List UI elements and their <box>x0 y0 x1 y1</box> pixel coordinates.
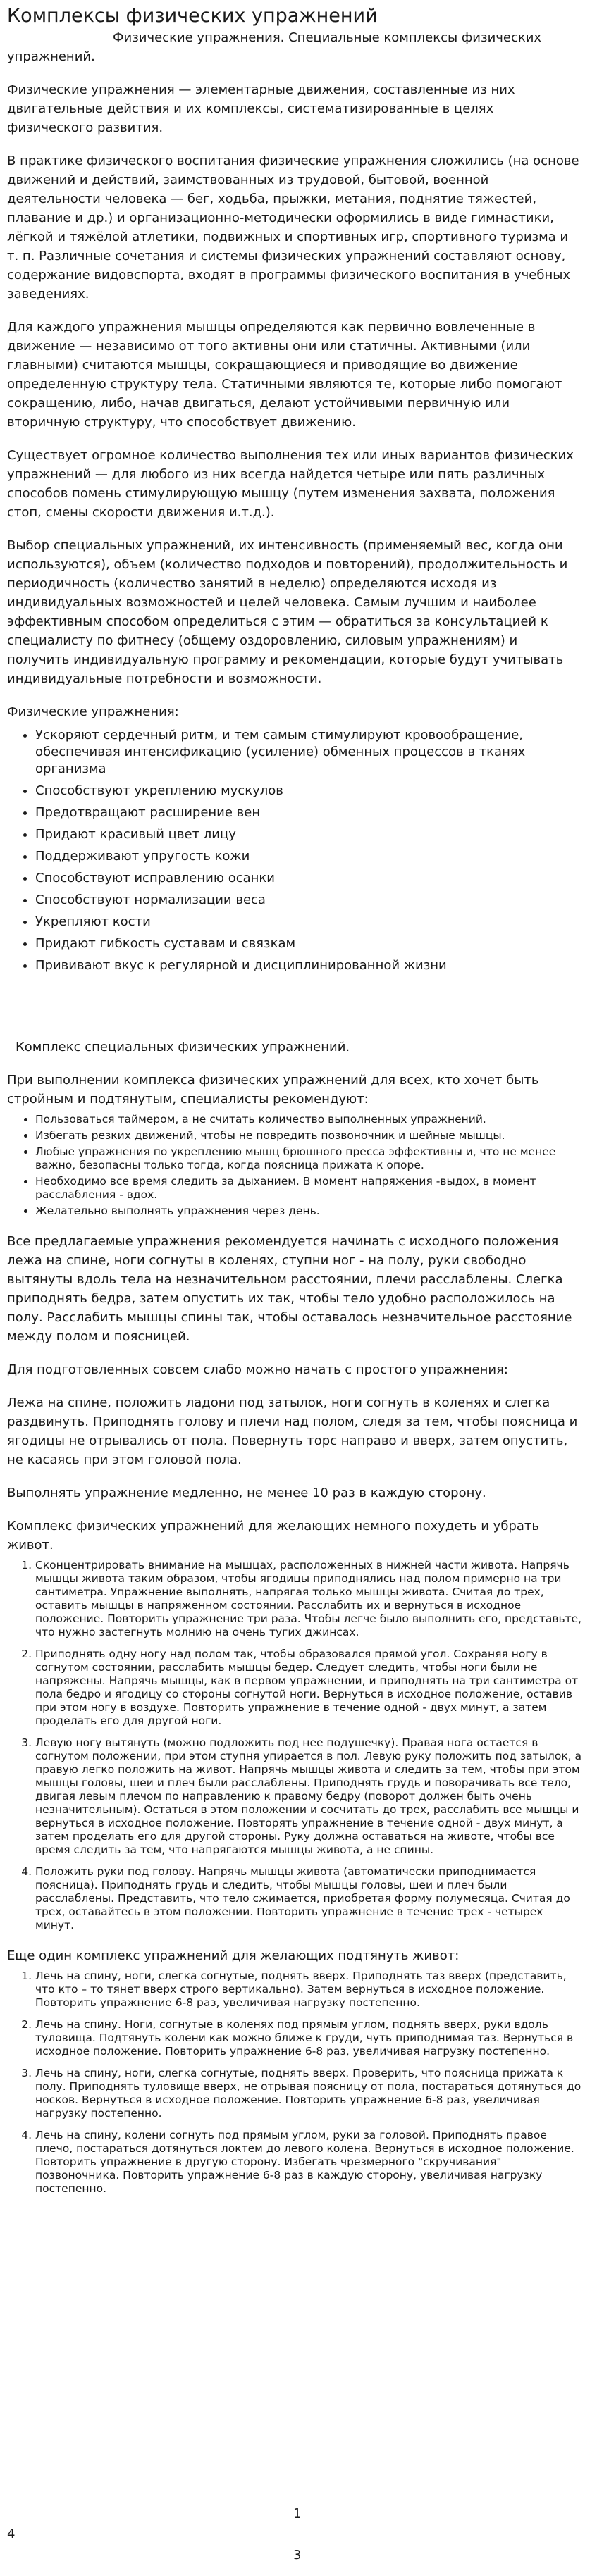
paragraph-beginners: Для подготовленных совсем слабо можно начать с простого упражнения: <box>7 1362 508 1377</box>
list-item: 3. Лечь на спину, ноги, слегка согнутые, поднять вверх. Проверить, что поясница прижата к полу. Приподнять туловище вверх, не отрывая поясницу от пола, постараться дотянуться до носков. Вернуться в исходное положение. Повторить упражнение 6-8 раз, увеличивая нагрузку постепенно. <box>35 2067 583 2120</box>
paragraph-start-position: Все предлагаемые упражнения рекомендуется начинать с исходного положения лежа на спине, ноги согнуты в коленях, ступни ног - на полу, руки свободно вытянуты вдоль тела на незначительном расстоянии, плечи расслаблены. Слегка приподнять бедра, затем опустить их так, чтобы тело удобно расположилось на полу. Расслабить мышцы спины так, чтобы оставалось незначительное расстояние между полом и поясницей. <box>7 1234 572 1344</box>
list-item: • Придают красивый цвет лицу <box>35 826 583 843</box>
paragraph-recommend: При выполнении комплекса физических упражнений для всех, кто хочет быть стройным и подтянутым, специалисты рекомендуют: <box>7 1073 539 1107</box>
list-item: 2. Приподнять одну ногу над полом так, чтобы образовался прямой угол. Сохраняя ногу в согнутом состоянии, расслабить мышцы бедер. Следует следить, чтобы ноги были не напряжены. Напрячь мышцы, как в первом упражнении, и приподнять на три сантиметра от пола бедро и ягодицу со стороны согнутой ноги. Вернуться в исходное положение, оставив при этом ногу в воздухе. Повторить упражнение в течение одной - двух минут, а затем проделать его для другой ноги. <box>35 1648 583 1728</box>
list-item: • Пользоваться таймером, а не считать количество выполненных упражнений. <box>35 1113 583 1126</box>
complex2-list <box>7 1970 583 2196</box>
list-item: 4. Положить руки под голову. Напрячь мышцы живота (автоматически приподнимается поясница). Приподнять грудь и следить, чтобы мышцы головы, шеи и плеч были расслаблены. Представить, что тело сжимается, приобретая форму полумесяца. Считая до трех, оставайтесь в этом положении. Повторить упражнение в течение трех - четырех минут. <box>35 1865 583 1932</box>
list-item: 1. Лечь на спину, ноги, слегка согнутые, поднять вверх. Приподнять таз вверх (представить, что кто – то тянет вверх строго вертикально). Затем вернуться в исходное положение. Повторить упражнение 6-8 раз, увеличивая нагрузку постепенно. <box>35 1970 583 2010</box>
paragraph-complex1-heading: Комплекс физических упражнений для желающих немного похудеть и убрать живот. <box>7 1519 539 1553</box>
paragraph-complex2-heading: Еще один комплекс упражнений для желающих подтянуть живот: <box>7 1948 460 1963</box>
page-number: 4 <box>7 2527 16 2541</box>
paragraph-variants: Существует огромное количество выполнения тех или иных вариантов физических упражнений — для любого из них всегда найдется четыре или пять различных способов помень стимулирующую мышцу (путем изменения захвата, положения стоп, смены скорости движения и.т.д.). <box>7 448 574 520</box>
list-item: 2. Лечь на спину. Ноги, согнутые в коленях под прямым углом, поднять вверх, руки вдоль туловища. Подтянуть колени как можно ближе к груди, чуть приподнимая таз. Вернуться в исходное положение. Повторить упражнение 6-8 раз, увеличивая нагрузку постепенно. <box>35 2018 583 2058</box>
tips-list <box>7 1113 583 1218</box>
list-item: 3. Левую ногу вытянуть (можно подложить под нее подушечку). Правая нога остается в согнутом положении, при этом ступня упирается в пол. Левую руку положить под затылок, а правую легко положить на живот. Напрячь мышцы живота и следить за тем, чтобы при этом мышцы головы, шеи и плеч были расслаблены. Приподнять грудь и поворачивать все тело, двигая левым плечом по направлению к правому бедру (поворот должен быть очень незначительным). Остаться в этом положении и сосчитать до трех, расслабить все мышцы и вернуться в исходное положение. Повторять упражнение в течение одной - двух минут, а затем проделать его для другой стороны. Руку должна оставаться на животе, чтобы все время следить за тем, что напрягаются мышцы живота, а не спины. <box>35 1736 583 1857</box>
paragraph-muscles: Для каждого упражнения мышцы определяются как первично вовлеченные в движение — независимо от того активны они или статичны. Активными (или главными) считаются мышцы, сокращающиеся и приводящие во движение определенную структуру тела. Статичными являются те, которые либо помогают сокращению, либо, начав двигаться, делают устойчивыми первичную или вторичную структуру, что способствует движению. <box>7 320 562 430</box>
paragraph-definition: Физические упражнения — элементарные движения, составленные из них двигательные действия и их комплексы, систематизированные в целях физического развития. <box>7 82 515 135</box>
page-number: 1 <box>293 2506 302 2521</box>
list-item: • Избегать резких движений, чтобы не повредить позвоночник и шейные мышцы. <box>35 1129 583 1143</box>
paragraph-benefits-heading: Физические упражнения: <box>7 704 179 719</box>
list-item: 4. Лечь на спину, колени согнуть под прямым углом, руки за головой. Приподнять правое плечо, постараться дотянуться локтем до левого колена. Вернуться в исходное положение. Повторить упражнение в другую сторону. Избегать чрезмерного "скручивания" позвоночника. Повторить упражнение 6-8 раз в каждую сторону, увеличивая нагрузку постепенно. <box>35 2129 583 2196</box>
list-item: • Предотвращают расширение вен <box>35 804 583 821</box>
complex1-list <box>7 1559 583 1932</box>
paragraph-choice: Выбор специальных упражнений, их интенсивность (применяемый вес, когда они используются), объем (количество подходов и повторений), продолжительность и периодичность (количество занятий в неделю) определяются исходя из индивидуальных возможностей и целей человека. Самым лучшим и наиболее эффективным способом определиться с этим — обратиться за консультацией к специалисту по фитнесу (общему оздоровлению, силовым упражнениям) и получить индивидуальную программу и рекомендации, которые будут учитывать индивидуальные потребности и возможности. <box>7 538 568 686</box>
list-item: • Необходимо все время следить за дыханием. В момент напряжения -выдох, в момент расслабления - вдох. <box>35 1175 583 1202</box>
list-item: • Укрепляют кости <box>35 914 583 931</box>
list-item: • Придают гибкость суставам и связкам <box>35 935 583 952</box>
paragraph-simple-exercise: Лежа на спине, положить ладони под затылок, ноги согнуть в коленях и слегка раздвинуть. Приподнять голову и плечи над полом, следя за тем, чтобы поясница и ягодицы не отрывались от пола. Повернуть торс направо и вверх, затем опустить, не касаясь при этом головой пола. <box>7 1395 578 1467</box>
paragraph-repeat: Выполнять упражнение медленно, не менее 10 раз в каждую сторону. <box>7 1486 486 1500</box>
list-item: • Способствуют нормализации веса <box>35 892 583 909</box>
paragraph-practice: В практике физического воспитания физические упражнения сложились (на основе движений и действий, заимствованных из трудовой, бытовой, военной деятельности человека — бег, ходьба, прыжки, метания, поднятие тяжестей, плавание и др.) и организационно-методически оформились в виде гимнастики, лёгкой и тяжёлой атлетики, подвижных и спортивных игр, спортивного туризма и т. п. Различные сочетания и системы физических упражнений составляют основу, содержание видовспорта, входят в программы физического воспитания в учебных заведениях. <box>7 154 579 301</box>
list-item: 1. Сконцентрировать внимание на мышцах, расположенных в нижней части живота. Напрячь мышцы живота таким образом, чтобы ягодицы приподнялись над полом примерно на три сантиметра. Упражнение выполнять, напрягая только мышцы живота. Считая до трех, оставить мышцы в напряженном состоянии. Расслабить их и вернуться в исходное положение. Повторить упражнение три раза. Чтобы легче было выполнить его, представьте, что нужно застегнуть молнию на очень тугих джинсах. <box>35 1559 583 1639</box>
list-item: • Способствуют исправлению осанки <box>35 870 583 887</box>
list-item: • Способствуют укреплению мускулов <box>35 783 583 799</box>
benefits-list <box>7 727 583 974</box>
list-item: • Прививают вкус к регулярной и дисциплинированной жизни <box>35 957 583 974</box>
section-heading-complex: Комплекс специальных физических упражнений. <box>16 1040 350 1054</box>
list-item: • Поддерживают упругость кожи <box>35 848 583 865</box>
list-item: • Желательно выполнять упражнения через день. <box>35 1205 583 1218</box>
list-item: • Любые упражнения по укреплению мышц брюшного пресса эффективны и, что не менее важно, безопасны только тогда, когда поясница прижата к опоре. <box>35 1145 583 1172</box>
list-item: • Ускоряют сердечный ритм, и тем самым стимулируют кровообращение, обеспечивая интенсификацию (усиление) обменных процессов в тканях организма <box>35 727 583 778</box>
page-number: 3 <box>293 2548 302 2563</box>
page-title: Комплексы физических упражнений <box>7 5 378 27</box>
paragraph-intro-heading: Физические упражнения. Специальные комплексы физических упражнений. <box>7 30 542 64</box>
